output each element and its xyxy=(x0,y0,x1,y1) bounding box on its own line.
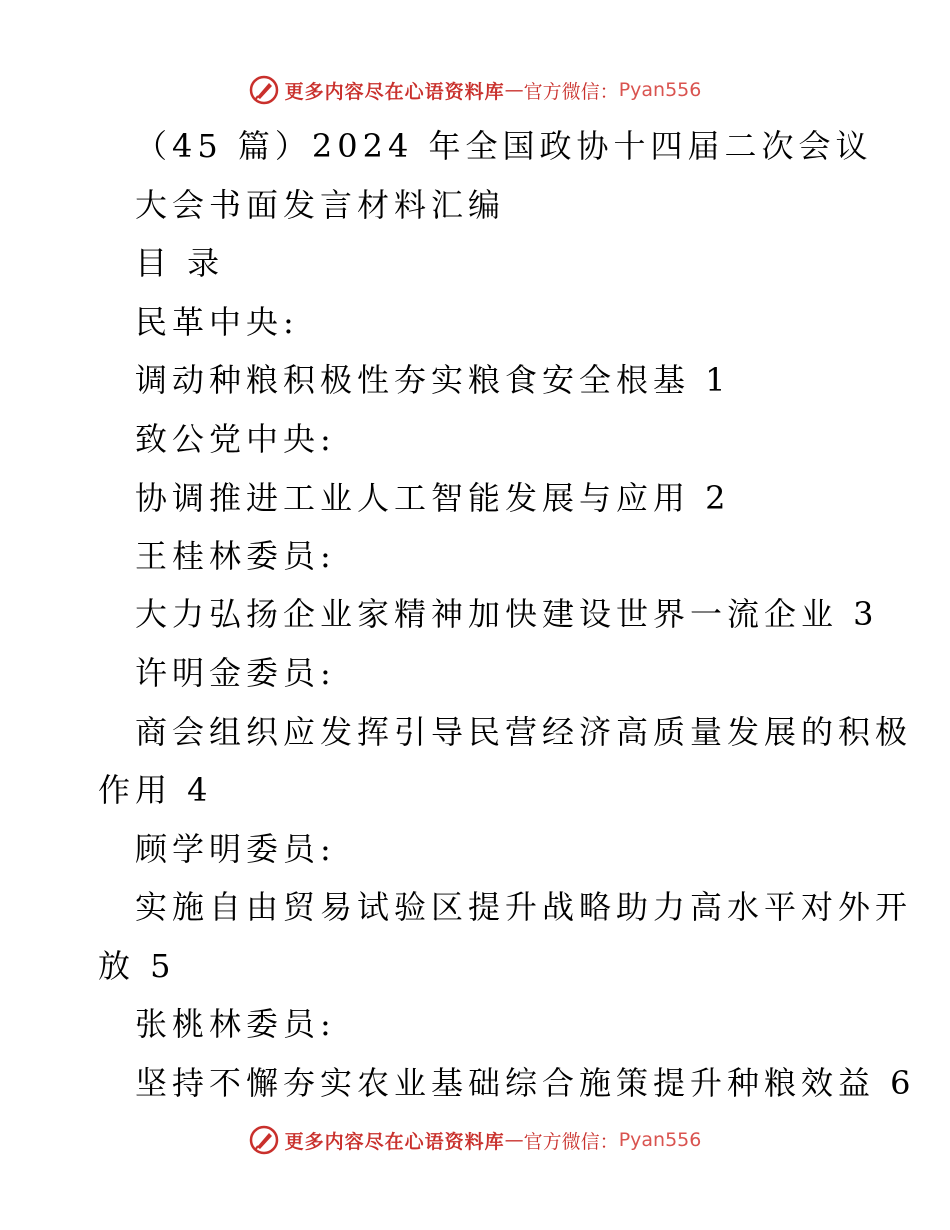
watermark-banner-top xyxy=(0,70,950,110)
toc-entry-title: 坚持不懈夯实农业基础综合施策提升种粮效益 6 xyxy=(135,1064,916,1102)
document-title-line1: （45 篇）2024 年全国政协十四届二次会议 xyxy=(135,127,873,165)
toc-entry-title-continuation: 放 5 xyxy=(98,947,176,985)
quill-pen-logo-icon xyxy=(249,1125,279,1155)
toc-entry-title: 实施自由贸易试验区提升战略助力高水平对外开 xyxy=(135,888,913,926)
watermark-separator: — xyxy=(504,79,524,101)
toc-entry-title: 商会组织应发挥引导民营经济高质量发展的积极 xyxy=(135,713,913,751)
watermark-site-text: 更多内容尽在心语资料库 xyxy=(284,1130,505,1153)
toc-heading: 目 录 xyxy=(135,244,225,282)
watermark-wechat-id: Pyan556 xyxy=(618,1129,702,1151)
toc-entry-author: 致公党中央: xyxy=(135,420,336,458)
document-title-line2: 大会书面发言材料汇编 xyxy=(135,186,506,224)
toc-entry-author: 许明金委员: xyxy=(135,654,336,692)
watermark-wechat-id: Pyan556 xyxy=(618,79,702,101)
toc-entry-title: 协调推进工业人工智能发展与应用 2 xyxy=(135,479,731,517)
toc-entry-title-continuation: 作用 4 xyxy=(98,771,213,809)
toc-entry-author: 张桃林委员: xyxy=(135,1005,336,1043)
toc-entry-author: 顾学明委员: xyxy=(135,830,336,868)
toc-entry-title: 调动种粮积极性夯实粮食安全根基 1 xyxy=(135,361,731,399)
toc-entry-title: 大力弘扬企业家精神加快建设世界一流企业 3 xyxy=(135,595,879,633)
watermark-separator: — xyxy=(504,1129,524,1151)
watermark-site-text: 更多内容尽在心语资料库 xyxy=(284,80,505,103)
toc-entry-author: 王桂林委员: xyxy=(135,537,336,575)
watermark-banner-bottom xyxy=(0,1120,950,1160)
watermark-wechat-label: 官方微信： xyxy=(523,1130,619,1153)
toc-entry-author: 民革中央: xyxy=(135,303,299,341)
quill-pen-logo-icon xyxy=(249,75,279,105)
watermark-wechat-label: 官方微信： xyxy=(523,80,619,103)
